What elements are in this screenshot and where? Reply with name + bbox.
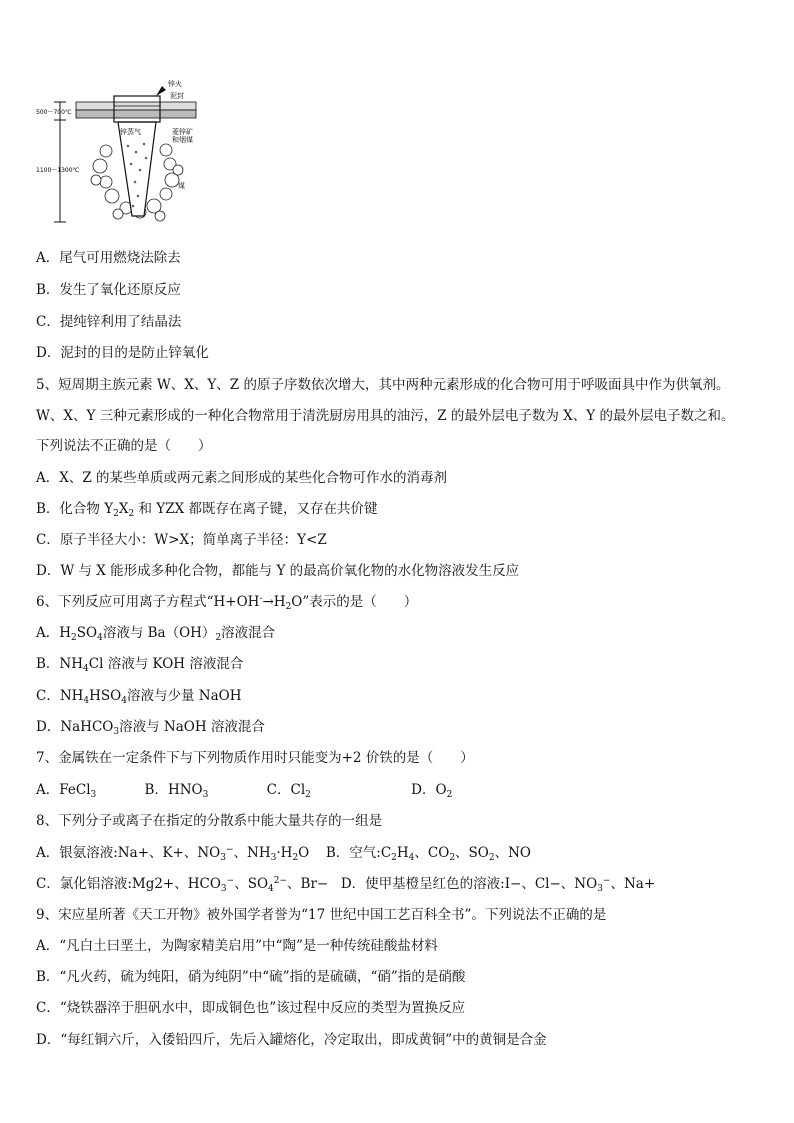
q4-option-c: C．提纯锌利用了结晶法 [36, 314, 182, 330]
q6-option-d: D．NaHCO$_3$溶液与 NaOH 溶液混合 [36, 719, 265, 737]
coal-label: 煤 [178, 182, 185, 190]
q8-options-ab: A．银氨溶液:Na+、K+、$NO_3^-$、$NH_3\cdot H_2O$ B．空气$:C_2H_4$、$CO_2$、$SO_2$、NO [36, 845, 531, 863]
q6-option-b: B．$NH_4Cl$ 溶液与 KOH 溶液混合 [36, 656, 244, 674]
q5-stem-line3: 下列说法不正确的是（ ） [36, 438, 212, 454]
ore-label: 菱锌矿 [172, 128, 193, 136]
q5-stem-line2: W、X、Y 三种元素形成的一种化合物常用于清洗厨房用具的油污，Z 的最外层电子数为 X、Y 的最外层电子数之和。 [36, 408, 735, 424]
q5-option-a: A．X、Z 的某些单质或两元素之间形成的某些化合物可作水的消毒剂 [36, 470, 448, 486]
q8-stem: 8、下列分子或离子在指定的分散系中能大量共存的一组是 [36, 813, 383, 829]
q5-stem-line1: 5、短周期主族元素 W、X、Y、Z 的原子序数依次增大，其中两种元素形成的化合物可用于呼吸面具中作为供氧剂。 [36, 377, 730, 393]
q7-options: A．FeCl$_3$ B．$HNO_3$ C．$Cl_2$ D．$O_2$ [36, 782, 453, 800]
q6-option-a: A．$H_2SO_4$溶液与 $Ba(OH)_2$溶液混合 [36, 625, 276, 643]
q9-option-c: C．“烧铁器淬于胆矾水中，即成铜色也”该过程中反应的类型为置换反应 [36, 1000, 466, 1016]
fire-label: 锌火 [168, 80, 182, 88]
q9-option-a: A．“凡白土曰垩土，为陶家精美启用”中“陶”是一种传统硅酸盐材料 [36, 938, 438, 954]
temp-top-label: 500～700℃ [36, 109, 72, 116]
q6-option-c: C．$NH_4HSO_4$溶液与少量 NaOH [36, 688, 242, 706]
q5-option-c: C．原子半径大小：W>X；简单离子半径：Y<Z [36, 532, 327, 548]
temp-bottom-label: 1100～1300℃ [36, 167, 80, 174]
q4-option-a: A．尾气可用燃烧法除去 [36, 250, 181, 266]
q4-option-b: B．发生了氧化还原反应 [36, 282, 181, 298]
q9-option-d: D．“每红铜六斤，入倭铅四斤，先后入罐熔化，冷定取出，即成黄铜”中的黄铜是合金 [36, 1032, 547, 1048]
q5-option-d: D．W 与 X 能形成多种化合物，都能与 Y 的最高价氧化物的水化物溶液发生反应 [36, 563, 520, 579]
vapor-label: 锌蒸气 [120, 128, 141, 136]
q8-options-cd: C．氯化铝溶液:Mg2+、$HCO_3^-$、$SO_4^{2-}$、Br− D．使甲基橙呈红色的溶液:I−、Cl−、$NO_3^-$、Na+ [36, 876, 656, 894]
seal-label: 泥封 [170, 92, 184, 100]
q5-option-b: B．化合物 $Y_2X_2$ 和 YZX 都既存在离子键，又存在共价键 [36, 501, 378, 519]
q9-stem: 9、宋应星所著《天工开物》被外国学者誉为“17 世纪中国工艺百科全书”。下列说法不正确的是 [36, 907, 607, 923]
coal-mix-label: 和烟煤 [172, 136, 193, 144]
q4-option-d: D．泥封的目的是防止锌氧化 [36, 345, 209, 361]
zinc-smelting-diagram [36, 76, 216, 226]
q9-option-b: B．“凡火药，硫为纯阳，硝为纯阴”中“硫”指的是硫磺，“硝”指的是硝酸 [36, 969, 466, 985]
q7-stem: 7、金属铁在一定条件下与下列物质作用时只能变为+2 价铁的是（ ） [36, 750, 474, 766]
q6-stem: 6、下列反应可用离子方程式“$H+OH^-\to H_2O$”表示的是（ ） [36, 594, 418, 612]
